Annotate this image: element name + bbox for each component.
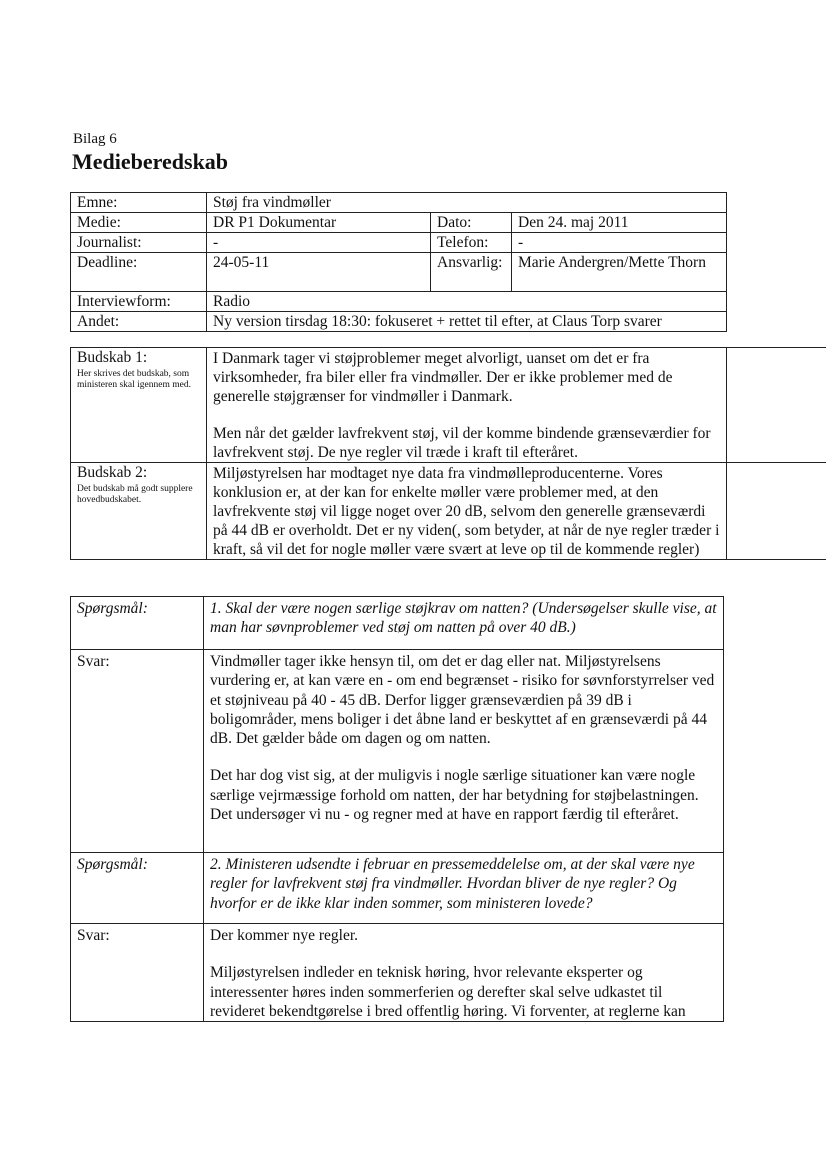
answer-label: Svar: <box>71 924 204 1022</box>
meta-value: Ny version tirsdag 18:30: fokuseret + rettet til efter, at Claus Torp svarer <box>207 312 727 332</box>
meta-value: 24-05-11 <box>207 253 431 292</box>
meta-value: Radio <box>207 292 727 312</box>
question-label: Spørgsmål: <box>71 597 204 650</box>
appendix-label: Bilag 6 <box>73 131 117 147</box>
budskab2-label: Budskab 2: <box>77 464 148 481</box>
meta-value: Marie Andergren/Mette Thorn <box>512 253 727 292</box>
meta-label: Andet: <box>71 312 207 332</box>
meta-label: Emne: <box>71 193 207 213</box>
meta-row-andet <box>71 312 727 332</box>
meta-row-emne <box>71 193 727 213</box>
paragraph: Miljøstyrelsen har modtaget nye data fra vindmølleproducenterne. Vores konklusion er, at der kan for enkelte møller være problemer med, at den lavfrekvente støj vil ligge noget over 20 dB, selvom den generelle grænseværdi på 44 dB er overholdt. Det er ny viden(, som betyder, at når de nye regler træder i kraft, så vil det for nogle møller være svært at leve op til de kommende regler) <box>213 465 720 558</box>
meta-row-interviewform <box>71 292 727 312</box>
budskab2-row <box>71 463 826 560</box>
meta-row-deadline <box>71 253 727 292</box>
budskab1-text <box>207 348 727 463</box>
answer-2-row <box>71 924 724 1022</box>
paragraph: Men når det gælder lavfrekvent støj, vil der komme bindende grænseværdier for lavfrekvent støj. De nye regler vil træde i kraft til efteråret. <box>213 425 711 461</box>
paragraph: Miljøstyrelsen indleder en teknisk høring, hvor relevante eksperter og interessenter høres inden sommerferien og derefter skal selve udkastet til revideret bekendtgørelse i bred offentlig høring. Vi forventer, at reglerne kan <box>210 964 686 1020</box>
budskab1-label: Budskab 1: <box>77 349 148 366</box>
question-text: 1. Skal der være nogen særlige støjkrav om natten? (Undersøgelser skulle vise, at man har søvnproblemer ved støj om natten på over 40 dB.) <box>204 597 724 650</box>
meta-label: Medie: <box>71 213 207 233</box>
meta-value: Støj fra vindmøller <box>207 193 727 213</box>
meta-label: Ansvarlig: <box>431 253 512 292</box>
meta-value: - <box>207 233 431 253</box>
meta-value: - <box>512 233 727 253</box>
meta-label: Journalist: <box>71 233 207 253</box>
answer-1-row <box>71 650 724 853</box>
paragraph: Det har dog vist sig, at der muligvis i nogle særlige situationer kan være nogle særlige vejrmæssige forhold om natten, der har betydning for støjbelastningen. Det undersøger vi nu - og regner med at have en rapport færdig til efteråret. <box>210 767 699 824</box>
budskab1-note: Her skrives det budskab, som ministeren skal igennem med. <box>77 369 191 390</box>
paragraph: I Danmark tager vi støjproblemer meget alvorligt, uanset om det er fra virksomheder, fra biler eller fra vindmøller. Der er ikke problemer med de generelle støjgrænser for vindmøller i Danmark. <box>213 350 673 405</box>
question-2-row <box>71 853 724 924</box>
meta-value: Den 24. maj 2011 <box>512 213 727 233</box>
answer-text <box>204 924 724 1022</box>
meta-row-journalist <box>71 233 727 253</box>
page-title: Medieberedskab <box>72 149 229 174</box>
budskab2-text <box>207 463 727 560</box>
budskab1-row <box>71 348 826 463</box>
question-text: 2. Ministeren udsendte i februar en pressemeddelelse om, at der skal være nye regler for lavfrekvent støj fra vindmøller. Hvordan bliver de nye regler? Og hvorfor er de ikke klar inden sommer, som ministeren lovede? <box>204 853 724 924</box>
empty-cell <box>727 348 826 463</box>
answer-text <box>204 650 724 853</box>
paragraph: Der kommer nye regler. <box>210 927 359 944</box>
budskab2-note: Det budskab må godt supplere hovedbudskabet. <box>77 484 193 505</box>
meta-row-medie <box>71 213 727 233</box>
empty-cell <box>727 463 826 560</box>
meta-label: Telefon: <box>431 233 512 253</box>
meta-label: Interviewform: <box>71 292 207 312</box>
budskab1-label-cell <box>71 348 207 463</box>
question-1-row <box>71 597 724 650</box>
meta-label: Deadline: <box>71 253 207 292</box>
budskab2-label-cell <box>71 463 207 560</box>
paragraph: Vindmøller tager ikke hensyn til, om det er dag eller nat. Miljøstyrelsens vurdering er, at kan være en - om end begrænset - risiko for søvnforstyrrelser ved et støjniveau på 40 - 45 dB. Derfor ligger grænseværdien på 39 dB i boligområder, mens boliger i det åbne land er beskyttet af en grænseværdi på 44 dB. Det gælder både om dagen og om natten. <box>210 653 715 748</box>
meta-table <box>70 192 727 332</box>
meta-value: DR P1 Dokumentar <box>207 213 431 233</box>
answer-label: Svar: <box>71 650 204 853</box>
meta-label: Dato: <box>431 213 512 233</box>
question-label: Spørgsmål: <box>71 853 204 924</box>
qa-table <box>70 596 724 1022</box>
message-table <box>70 347 826 560</box>
